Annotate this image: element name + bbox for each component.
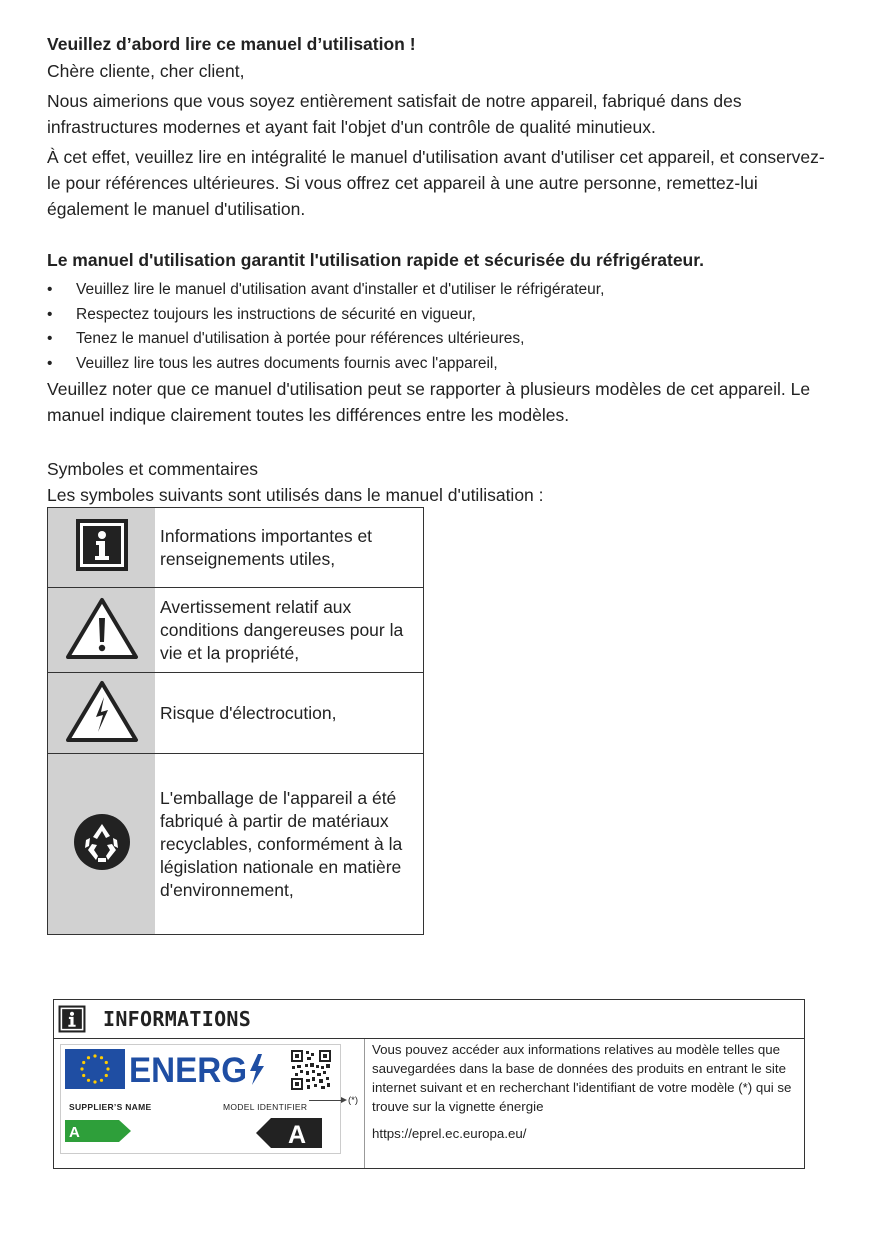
arrow-right-icon [341,1097,347,1103]
eprel-link[interactable]: https://eprel.ec.europa.eu/ [372,1126,527,1141]
info-icon [58,1005,86,1033]
symbols-table [47,507,424,935]
info-icon [75,518,129,572]
model-note-marker: (*) [348,1095,359,1106]
bullet-marker: • [47,330,53,347]
intro-paragraph-1: Nous aimerions que vous soyez entièrement satisfait de notre appareil, fabriqué dans des infrastructures modernes et ayant fait l'objet d'un contrôle de qualité minutieux. [47,91,742,137]
intro-title: Veuillez d’abord lire ce manuel d’utilisation ! [47,34,416,54]
symbol-description: L'emballage de l'appareil a été fabriqué à partir de matériaux recyclables, conformément à la législation nationale en matière d'environnement, [155,754,424,935]
pointer-line [309,1100,343,1101]
bullet-text: Tenez le manuel d'utilisation à portée pour références ultérieures, [76,330,525,347]
list-item [47,278,827,303]
information-box-title: INFORMATIONS [103,1007,252,1031]
list-item [47,327,827,352]
table-row [48,588,424,673]
eu-flag-icon [65,1049,125,1089]
energy-label-panel [54,1039,365,1168]
energy-scale-class: A [69,1124,80,1141]
symbol-description: Avertissement relatif aux conditions dangereuses pour la vie et la propriété, [155,588,424,673]
table-row [48,508,424,588]
information-text-panel [372,1040,792,1143]
energy-class-value: A [288,1121,307,1148]
manual-bullet-list [47,278,827,376]
energy-scale-arrow [65,1120,131,1142]
symbol-icon-cell [48,754,156,935]
symbols-intro: Les symboles suivants sont utilisés dans le manuel d'utilisation : [47,485,544,505]
qr-code-icon [290,1049,332,1091]
energy-logo-text: ENERG [129,1051,247,1089]
symbol-icon-cell [48,588,156,673]
energy-label [60,1044,341,1154]
bullet-marker: • [47,281,53,298]
list-item [47,303,827,328]
page-content [47,30,827,508]
supplier-name: SUPPLIER’S NAME [69,1102,152,1112]
list-item [47,352,827,377]
information-text: Vous pouvez accéder aux informations relatives au modèle telles que sauvegardées dans la base de données des produits en entrant le site internet suivant et en recherchant l'identifiant de votre modèle (*) qui se trouve sur la vignette énergie [372,1042,792,1114]
energy-logo [127,1049,277,1089]
information-box [53,999,805,1169]
symbol-description: Informations importantes et renseignements utiles, [155,508,424,588]
symbol-icon-cell [48,673,156,754]
symbols-heading: Symboles et commentaires [47,459,259,479]
bullet-text: Respectez toujours les instructions de sécurité en vigueur, [76,305,476,323]
energy-class-arrow [256,1118,322,1148]
intro-greeting: Chère cliente, cher client, [47,61,245,81]
bullet-text: Veuillez lire tous les autres documents fournis avec l'appareil, [76,354,498,372]
symbol-icon-cell [48,508,156,588]
bullet-marker: • [47,354,53,372]
bullet-text: Veuillez lire le manuel d'utilisation avant d'installer et d'utiliser le réfrigérateur, [76,281,605,298]
table-row [48,673,424,754]
information-box-header [54,1000,804,1039]
manual-title: Le manuel d'utilisation garantit l'utilisation rapide et sécurisée du réfrigérateur. [47,250,704,270]
table-row [48,754,424,935]
electric-shock-icon [65,679,139,743]
warning-icon [65,596,139,660]
recycle-icon [72,812,132,872]
intro-paragraph-2: À cet effet, veuillez lire en intégralité le manuel d'utilisation avant d'utiliser cet appareil, et conservez-le pour références ultérieures. Si vous offrez cet appareil à une autre personne, remettez-lui également le manuel d'utilisation. [47,147,825,219]
model-identifier: MODEL IDENTIFIER [223,1102,308,1112]
manual-note: Veuillez noter que ce manuel d'utilisation peut se rapporter à plusieurs modèles de cet appareil. Le manuel indique clairement toutes les différences entre les modèles. [47,379,811,425]
bullet-marker: • [47,305,53,323]
symbol-description: Risque d'électrocution, [155,673,424,754]
